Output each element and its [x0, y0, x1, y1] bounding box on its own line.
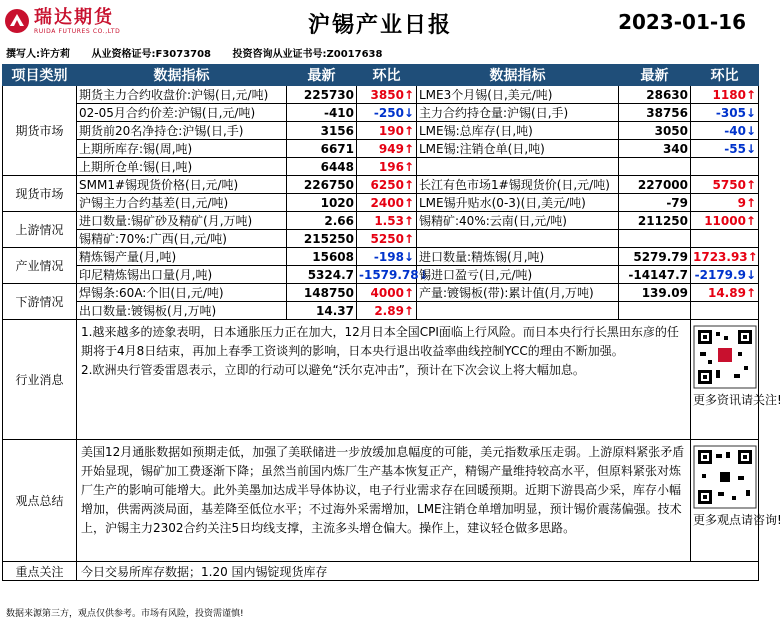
indicator-name: LME锡:注销仓单(日,吨) [417, 140, 619, 158]
indicator-name: 期货前20名净持仓:沪锡(日,手) [77, 122, 287, 140]
author-name: 撰写人:许方莉 [6, 49, 70, 60]
view-qr-caption: 更多观点请咨询! [693, 513, 782, 527]
table-row [3, 104, 759, 122]
latest-value: 3050 [619, 122, 691, 140]
latest-value: 6671 [287, 140, 357, 158]
col-category: 项目类别 [3, 65, 77, 86]
change-value: 4000↑ [357, 284, 417, 302]
latest-value: 225730 [287, 86, 357, 104]
change-value: -250↓ [357, 104, 417, 122]
indicator-name: 出口数量:镀锡板(月,万吨) [77, 302, 287, 320]
ruida-logo-icon [4, 8, 30, 34]
change-value [691, 158, 759, 176]
advisor-number: 投资咨询从业证书号:Z0017638 [232, 49, 383, 60]
qualification-number: 从业资格证号:F3073708 [91, 49, 212, 60]
latest-value: -410 [287, 104, 357, 122]
latest-value: 340 [619, 140, 691, 158]
latest-value: 2.66 [287, 212, 357, 230]
latest-value: 5324.7 [287, 266, 357, 284]
col-indicator-2: 数据指标 [417, 65, 619, 86]
latest-value: 227000 [619, 176, 691, 194]
latest-value: 226750 [287, 176, 357, 194]
latest-value: 3156 [287, 122, 357, 140]
indicator-name: 上期所仓单:锡(日,吨) [77, 158, 287, 176]
focus-category: 重点关注 [3, 562, 77, 581]
latest-value: 28630 [619, 86, 691, 104]
logo-text-cn: 瑞达期货 [34, 6, 114, 28]
table-row [3, 212, 759, 230]
report-date: 2023-01-16 [618, 10, 746, 34]
latest-value [619, 230, 691, 248]
view-qr [691, 440, 782, 562]
indicator-name: 进口数量:锡矿砂及精矿(月,万吨) [77, 212, 287, 230]
latest-value: 6448 [287, 158, 357, 176]
indicator-name [417, 230, 619, 248]
category-cell: 上游情况 [3, 212, 77, 248]
change-value: 5750↑ [691, 176, 759, 194]
latest-value: 38756 [619, 104, 691, 122]
indicator-name: 主力合约持仓量:沪锡(日,手) [417, 104, 619, 122]
category-cell: 产业情况 [3, 248, 77, 284]
news-item-2: 2.欧洲央行管委雷恩表示，立即的行动可以避免“沃尔克冲击”，预计在下次会议上将大幅加息。 [81, 363, 585, 377]
category-cell: 下游情况 [3, 284, 77, 320]
indicator-name: 产量:镀锡板(带):累计值(月,万吨) [417, 284, 619, 302]
table-row [3, 194, 759, 212]
indicator-name: 锡精矿:70%:广西(日,元/吨) [77, 230, 287, 248]
col-latest-2: 最新 [619, 65, 691, 86]
latest-value: -14147.7 [619, 266, 691, 284]
focus-row [3, 562, 759, 581]
author-info [6, 45, 400, 60]
indicator-name: 焊锡条:60A:个旧(日,元/吨) [77, 284, 287, 302]
table-row [3, 230, 759, 248]
news-item-1: 1.越来越多的迹象表明，日本通胀压力正在加大，12月日本全国CPI面临上行风险。而日本央行行长黑田东彦的任期将于4月8日结束，再加上春季工资谈判的影响，日本央行退出收益率曲线控制YCC的理由不断加强。 [81, 325, 679, 358]
data-table [2, 64, 782, 581]
change-value: 11000↑ [691, 212, 759, 230]
indicator-name: 02-05月合约价差:沪锡(日,元/吨) [77, 104, 287, 122]
change-value: 190↑ [357, 122, 417, 140]
table-row [3, 302, 759, 320]
logo-text-en: RUIDA FUTURES CO.,LTD [34, 27, 121, 35]
indicator-name: LME锡升贴水(0-3)(日,美元/吨) [417, 194, 619, 212]
change-value: 1723.93↑ [691, 248, 759, 266]
indicator-name: 进口数量:精炼锡(月,吨) [417, 248, 619, 266]
change-value [691, 230, 759, 248]
company-logo [4, 6, 120, 36]
category-cell: 现货市场 [3, 176, 77, 212]
table-row [3, 86, 759, 104]
category-cell: 期货市场 [3, 86, 77, 176]
view-text: 美国12月通胀数据如预期走低，加强了美联储进一步放缓加息幅度的可能，美元指数承压走弱。上游原料紧张矛盾开始显现，锡矿加工费逐渐下降；虽然当前国内炼厂生产基本恢复正产，精锡产量维持较高水平，但原料紧张对炼厂生产的影响可能增大。此外美墨加达成半导体协议，电子行业需求存在回暖预期。近期下游畏高少采，库存小幅增加，供需两淡局面，基差降至低位水平；不过海外采需增加，LME注销仓单增加明显，预计锡价震荡偏强。技术上，沪锡主力2302合约关注5日均线支撑，主流多头增仓偏大。操作上，建议轻仓做多思路。 [77, 440, 691, 562]
indicator-name: 锡精矿:40%:云南(日,元/吨) [417, 212, 619, 230]
qr-code-icon [694, 446, 756, 508]
change-value: -1579.78↓ [357, 266, 417, 284]
table-row [3, 284, 759, 302]
indicator-name: SMM1#锡现货价格(日,元/吨) [77, 176, 287, 194]
indicator-name: LME3个月锡(日,美元/吨) [417, 86, 619, 104]
change-value: 9↑ [691, 194, 759, 212]
indicator-name: LME锡:总库存(日,吨) [417, 122, 619, 140]
latest-value: 139.09 [619, 284, 691, 302]
col-indicator: 数据指标 [77, 65, 287, 86]
news-text [77, 320, 691, 440]
table-row [3, 140, 759, 158]
view-row [3, 440, 759, 562]
table-row [3, 266, 759, 284]
latest-value [619, 158, 691, 176]
latest-value: 148750 [287, 284, 357, 302]
latest-value [619, 302, 691, 320]
change-value [691, 302, 759, 320]
col-latest: 最新 [287, 65, 357, 86]
indicator-name: 印尼精炼锡出口量(月,吨) [77, 266, 287, 284]
news-row [3, 320, 759, 440]
indicator-name: 上期所库存:锡(周,吨) [77, 140, 287, 158]
news-qr-caption: 更多资讯请关注! [693, 393, 782, 407]
latest-value: 1020 [287, 194, 357, 212]
change-value: -198↓ [357, 248, 417, 266]
indicator-name [417, 158, 619, 176]
change-value: -305↓ [691, 104, 759, 122]
change-value: 5250↑ [357, 230, 417, 248]
indicator-name: 沪锡主力合约基差(日,元/吨) [77, 194, 287, 212]
news-qr [691, 320, 782, 440]
change-value: 14.89↑ [691, 284, 759, 302]
table-header-row [3, 65, 759, 86]
latest-value: 211250 [619, 212, 691, 230]
change-value: 949↑ [357, 140, 417, 158]
change-value: 3850↑ [357, 86, 417, 104]
change-value: 2400↑ [357, 194, 417, 212]
change-value: -40↓ [691, 122, 759, 140]
indicator-name: 锡进口盈亏(日,元/吨) [417, 266, 619, 284]
focus-text: 今日交易所库存数据；1.20 国内锡锭现货库存 [77, 562, 759, 581]
latest-value: 14.37 [287, 302, 357, 320]
indicator-name: 精炼锡产量(月,吨) [77, 248, 287, 266]
change-value: 196↑ [357, 158, 417, 176]
change-value: -2179.9↓ [691, 266, 759, 284]
table-row [3, 248, 759, 266]
change-value: 6250↑ [357, 176, 417, 194]
table-row [3, 122, 759, 140]
disclaimer: 数据来源第三方，观点仅供参考。市场有风险，投资需谨慎! [6, 609, 244, 619]
view-category: 观点总结 [3, 440, 77, 562]
indicator-name: 期货主力合约收盘价:沪锡(日,元/吨) [77, 86, 287, 104]
page-title: 沪锡产业日报 [307, 13, 452, 38]
qr-code-icon [694, 326, 756, 388]
col-change: 环比 [357, 65, 417, 86]
change-value: 1180↑ [691, 86, 759, 104]
indicator-name: 长江有色市场1#锡现货价(日,元/吨) [417, 176, 619, 194]
news-category: 行业消息 [3, 320, 77, 440]
indicator-name [417, 302, 619, 320]
table-row [3, 158, 759, 176]
col-change-2: 环比 [691, 65, 759, 86]
latest-value: 5279.79 [619, 248, 691, 266]
table-row [3, 176, 759, 194]
change-value: -55↓ [691, 140, 759, 158]
change-value: 2.89↑ [357, 302, 417, 320]
latest-value: -79 [619, 194, 691, 212]
report-header [0, 0, 760, 44]
change-value: 1.53↑ [357, 212, 417, 230]
latest-value: 215250 [287, 230, 357, 248]
latest-value: 15608 [287, 248, 357, 266]
